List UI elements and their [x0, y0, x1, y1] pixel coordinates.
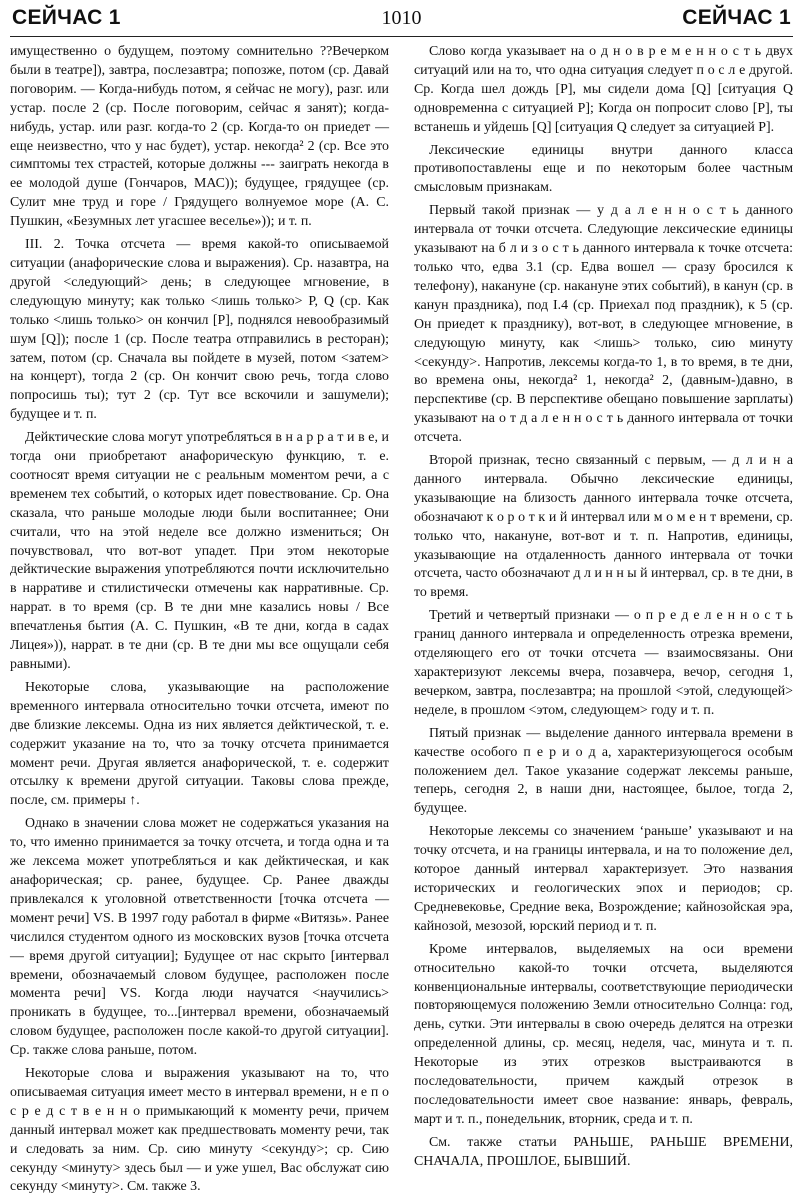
paragraph: Некоторые слова, указывающие на расположение временного интервала относительно точки отсчета, имеют по две близкие лексемы. Одна из них является дейктической, т. е. содержит указание на то, что за точку отсчета принимается момент речи. Другая является анафорической, т. е. содержит отсылку к времени другой ситуации. Таковы слова прежде, после, см. примеры ↑.	[10, 679, 389, 809]
running-head-left: СЕЙЧАС 1	[12, 6, 121, 29]
left-column	[10, 43, 389, 1201]
paragraph: Третий и четвертый признаки — о п р е д е л е н н о с т ь границ данного интервала и определенность отрезка времени, отделяющего его от точки отсчета — взаимосвязаны. Они характеризуют лексемы вчера, позавчера, вечор, сегодня 1, вечерком, завтра, послезавтра; на прошлой <этой, следующей> неделе, в прошлом <этом, следующем> году и т. п.	[414, 608, 793, 718]
paragraph: Слово когда указывает на о д н о в р е м е н н о с т ь двух ситуаций или на то, что одна ситуация следует п о с л е другой. Ср. Когда шел дождь [P], мы сидели дома [Q] [ситуация Q одновременна с ситуацией P]; Когда он попросит слово [P], ты встанешь и уйдешь [Q] [ситуация Q следует за ситуацией P].	[414, 44, 793, 135]
paragraph: Кроме интервалов, выделяемых на оси времени относительно какой-то точки отсчета, выделяются конвенциональные интервалы, соответствующие периодически повторяющемуся положению Земли относительно Солнца: год, день, сутки. Эти интервалы в свою очередь делятся на отрезки определенной длины, ср. месяц, неделя, час, минута и т. п. Некоторые из этих отрезков выстраиваются в последовательности, причем каждый отрезок в последовательности имеет свое название: январь, февраль, март и т. п., понедельник, вторник, среда и т. п.	[414, 941, 793, 1127]
paragraph: имущественно о будущем, поэтому сомнительно ??Вечерком были в театре]), завтра, послезавтра; попозже, потом (ср. Давай поговорим. — Когда-нибудь потом, я сейчас не могу), разг. или устар. после 2 (ср. После поговорим, сейчас я занят); когда-нибудь, устар. или разг. когда-то 2 (ср. Когда-то он приедет — еще неизвестно, что у нас будет), устар. некогда² 2 (ср. Все это симптомы тех страстей, которые должны --- заиграть некогда в ее молодой душе (Гончаров, МАС)); будущее, грядущее (ср. Сулит мне труд и горе / Грядущего волнуемое море (А. С. Пушкин, «Безумных лет угасшее веселье»)); и т. п.	[10, 44, 389, 230]
paragraph: III. 2. Точка отсчета — время какой-то описываемой ситуации (анафорические слова и выражения). Ср. назавтра, на другой <следующий> день; в следующее мгновение, в следующую минуту; как только <лишь только> P, Q (ср. Как только <лишь только> он кончил [P], поднялся невообразимый шум [Q]); после 1 (ср. После театра отправились в ресторан); затем, потом (ср. Сначала вы пойдете в музей, потом <затем> на концерт), тогда 2 (ср. Он кончит свою речь, тогда слово попросишь ты); тут 2 (ср. Тут все вскочили и зашумели); будущее и т. п.	[10, 237, 389, 423]
two-column-body	[10, 43, 793, 1201]
paragraph: Некоторые слова и выражения указывают на то, что описываемая ситуация имеет место в интервал времени, н е п о с р е д с т в е н н о примыкающий к моменту речи, причем данный интервал может как предшествовать моменту речи, так и следовать за ним. Ср. сию минуту <секунду>; ср. Сию секунду <минуту> здесь был — и уже ушел, Вас обслужат сию секунду <минуту>. См. также 3.	[10, 1066, 389, 1195]
paragraph: Дейктические слова могут употребляться в н а р р а т и в е, и тогда они приобретают анафорическую функцию, т. е. соотносят время ситуации не с реальным моментом речи, а с временем тех событий, о которых идет повествование. Ср. Она сказала, что раньше молодые люди были воспитаннее; Они считали, что на этой неделе все должно измениться; Он почувствовал, что вот-вот упадет. При этом некоторые дейктические выражения употребляются почти исключительно в нарративе и стилистически отмечены как нарративные. Ср. наррат. в то время (ср. В те дни мне казались новы / Все впечатленья бытия (А. С. Пушкин, «В те дни, когда в садах Лицея»)), наррат. в те дни (ср. В те дни мы все ощущали себя равными).	[10, 430, 389, 672]
paragraph: Однако в значении слова может не содержаться указания на то, что именно принимается за точку отсчета, и тогда одна и та же лексема может употребляться и как дейктическая, и как анафорическая; ср. ранее, будущее. Ср. Ранее дважды привлекался к уголовной ответственности [точка отсчета — момент речи] VS. В 1997 году работал в фирме «Витязь». Ранее числился студентом одного из московских вузов [точка отсчета — время другой ситуации]; Будущее от нас скрыто [интервал времени, обозначаемый словом будущее, расположен после момента речи] VS. Когда люди научатся <научились> проникать в будущее, то...[интервал времени, обозначаемый словом будущее, расположен после какой-то другой ситуации]. Ср. также слова раньше, потом.	[10, 816, 389, 1059]
paragraph: Некоторые лексемы со значением ʻраньшеʼ указывают и на точку отсчета, и на границы интервала, и на то положение дел, которое данный интервал характеризует. Это названия исторических и геологических эпох и периодов; ср. Средневековье, Средние века, Возрождение; кайнозойская эра, кайнозой, мезозой, юрский период и т. п.	[414, 824, 793, 934]
paragraph: Второй признак, тесно связанный с первым, — д л и н а данного интервала. Обычно лексические единицы, указывающие на близость данного интервала точке отсчета, обозначают к о р о т к и й интервал или м о м е н т времени, ср. только что, накануне, вот-вот и т. п. Напротив, единицы, указывающие на отдаленность данного интервала от точки отсчета, часто обозначают д л и н н ы й интервал, ср. в те дни, в то время.	[414, 453, 793, 601]
page-number: 1010	[381, 7, 422, 29]
see-also: См. также статьи РАНЬШЕ, РАНЬШЕ ВРЕМЕНИ, СНАЧАЛА, ПРОШЛОЕ, БЫВШИЙ.	[414, 1134, 793, 1169]
paragraph: Первый такой признак — у д а л е н н о с т ь данного интервала от точки отсчета. Следующие лексические единицы указывают на б л и з о с т ь данного интервала к точке отсчета: только что, едва 3.1 (ср. Едва вошел — сразу бросился к телефону), накануне (ср. накануне этих событий), в канун (ср. в канун праздника), под I.4 (ср. Приехал под праздник), к 5 (ср. Он приедет к празднику), вот-вот, в следующее мгновение, в следующую минуту, как <лишь> только, сию минуту <секунду>. Напротив, лексемы когда-то 1, в то время, в те дни, во времена оны, некогда² 1, некогда² 2, (давным-)давно, в перспективе (ср. В перспективе обещано повышение зарплаты) указывают на о т д а л е н н о с т ь данного интервала от точки отсчета.	[414, 203, 793, 446]
paragraph: Лексические единицы внутри данного класса противопоставлены еще и по некоторым более частным смысловым признакам.	[414, 142, 793, 196]
paragraph: Пятый признак — выделение данного интервала времени в качестве особого п е р и о д а, характеризующегося особым положением дел. Такое указание содержат лексемы раньше, теперь, сегодня 2, в наши дни, настоящее, былое, тогда 2, будущее.	[414, 725, 793, 817]
page-header	[10, 0, 793, 37]
running-head-right: СЕЙЧАС 1	[682, 6, 791, 29]
right-column	[414, 43, 793, 1201]
